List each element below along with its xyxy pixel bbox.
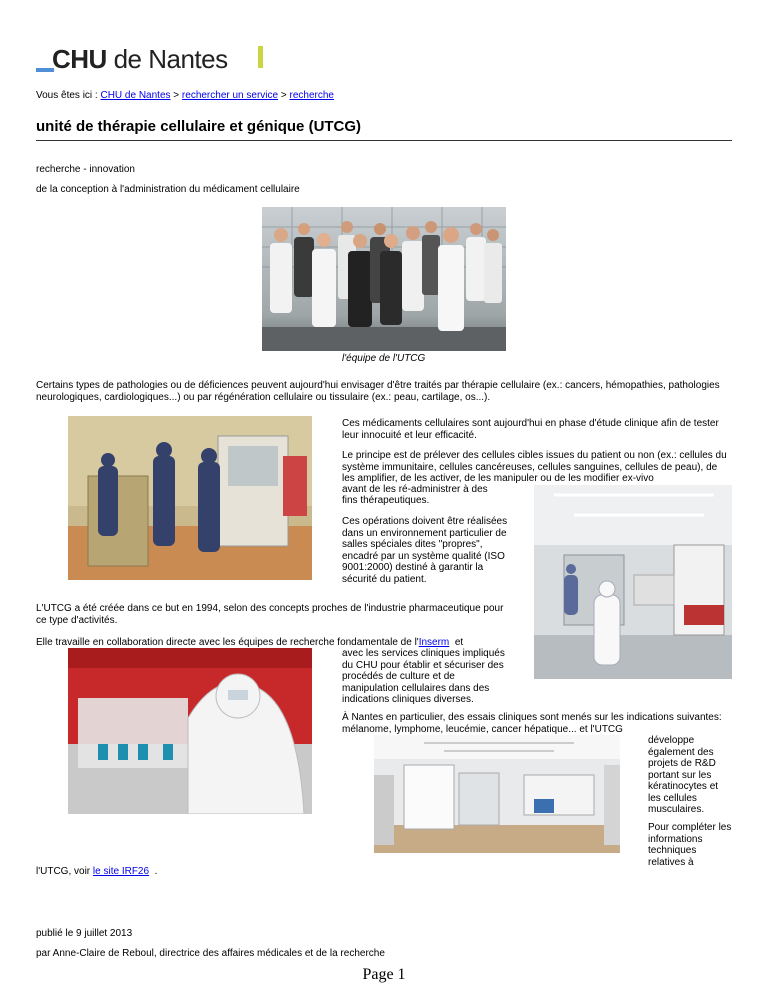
team-photo-caption: l'équipe de l'UTCG: [342, 353, 426, 364]
breadcrumb: [36, 90, 334, 101]
cleanroom-photo-3: [68, 648, 312, 814]
breadcrumb-prefix: Vous êtes ici :: [36, 90, 101, 101]
paragraph-principe-cont: avant de les ré-administrer à des: [342, 484, 488, 495]
inserm-link[interactable]: Inserm: [418, 637, 450, 648]
page-title: unité de thérapie cellulaire et génique (UTCG): [36, 118, 362, 135]
breadcrumb-link-service[interactable]: rechercher un service: [181, 90, 279, 101]
lab-photo-4: [374, 735, 620, 853]
cleanroom-photo-2: [534, 485, 732, 679]
collaboration-text-end: et: [449, 637, 464, 648]
logo-text: CHU de Nantes: [52, 44, 228, 74]
paragraph-principe-end: fins thérapeutiques.: [342, 495, 430, 506]
logo-green-bar: [258, 46, 263, 68]
paragraph-services-cliniques: avec les services cliniques impliqués du CHU pour établir et sécuriser des procédés de culture et de manipulation cellulaires dans des indications cliniques diverses.: [342, 648, 505, 705]
published-date: publié le 9 juillet 2013: [36, 928, 133, 939]
breadcrumb-link-recherche[interactable]: recherche: [289, 90, 334, 101]
breadcrumb-link-chu[interactable]: CHU de Nantes: [100, 90, 171, 101]
page-number: Page 1: [362, 966, 406, 983]
paragraph-creation: L'UTCG a été créée dans ce but en 1994, selon des concepts proches de l'industrie pharmaceutique pour ce type d'activités.: [36, 603, 504, 626]
paragraph-principe: Le principe est de prélever des cellules cibles issues du patient ou non (ex.: cellules du système immunitaire, cellules cancéreuses, cellules sanguines, cellules de peau), de les amplifier, de les activer, de les manipuler ou de les modifier ex-vivo: [342, 450, 727, 484]
paragraph-essais-cliniques: À Nantes en particulier, des essais cliniques sont menés sur les indications suivantes: mélanome, lymphome, leucémie, cancer hépatique... et l'UTCG: [342, 712, 722, 735]
paragraph-phase-etude: Ces médicaments cellulaires sont aujourd'hui en phase d'étude clinique afin de tester leur innocuité et leur efficacité.: [342, 418, 719, 441]
collaboration-text: Elle travaille en collaboration directe avec les équipes de recherche fondamentale de l': [36, 637, 419, 648]
author-line: par Anne-Claire de Reboul, directrice des affaires médicales et de la recherche: [36, 948, 385, 959]
paragraph-collaboration: [36, 637, 463, 649]
paragraph-rd: développe également des projets de R&D portant sur les kératinocytes et les cellules musculaires.: [648, 735, 719, 815]
team-photo: [262, 207, 506, 351]
cleanroom-photo-1: [68, 416, 312, 580]
paragraph-pathologies: Certains types de pathologies ou de déficiences peuvent aujourd'hui envisager d'être traités par thérapie cellulaire (ex.: cancers, hémopathies, pathologies neurologiques, cardiologiques...) ou par régénération cellulaire ou tissulaire (ex.: peau, cartilage, os...).: [36, 380, 720, 403]
subtitle-conception: de la conception à l'administration du médicament cellulaire: [36, 184, 300, 195]
paragraph-voir-site: [36, 866, 157, 878]
voir-site-end: .: [149, 866, 158, 877]
voir-site-text: l'UTCG, voir: [36, 866, 93, 877]
breadcrumb-separator: >: [278, 90, 290, 101]
irf26-link[interactable]: le site IRF26: [92, 866, 150, 877]
paragraph-completer: Pour compléter les informations techniques relatives à: [648, 822, 732, 868]
paragraph-operations: Ces opérations doivent être réalisées dans un environnement particulier de salles spéciales dites "propres", encadré par un système qualité (ISO 9001:2000) destiné à garantir la sécurité du patient.: [342, 516, 508, 585]
breadcrumb-separator: >: [170, 90, 182, 101]
title-divider: [36, 140, 732, 141]
subtitle-recherche: recherche - innovation: [36, 164, 135, 175]
